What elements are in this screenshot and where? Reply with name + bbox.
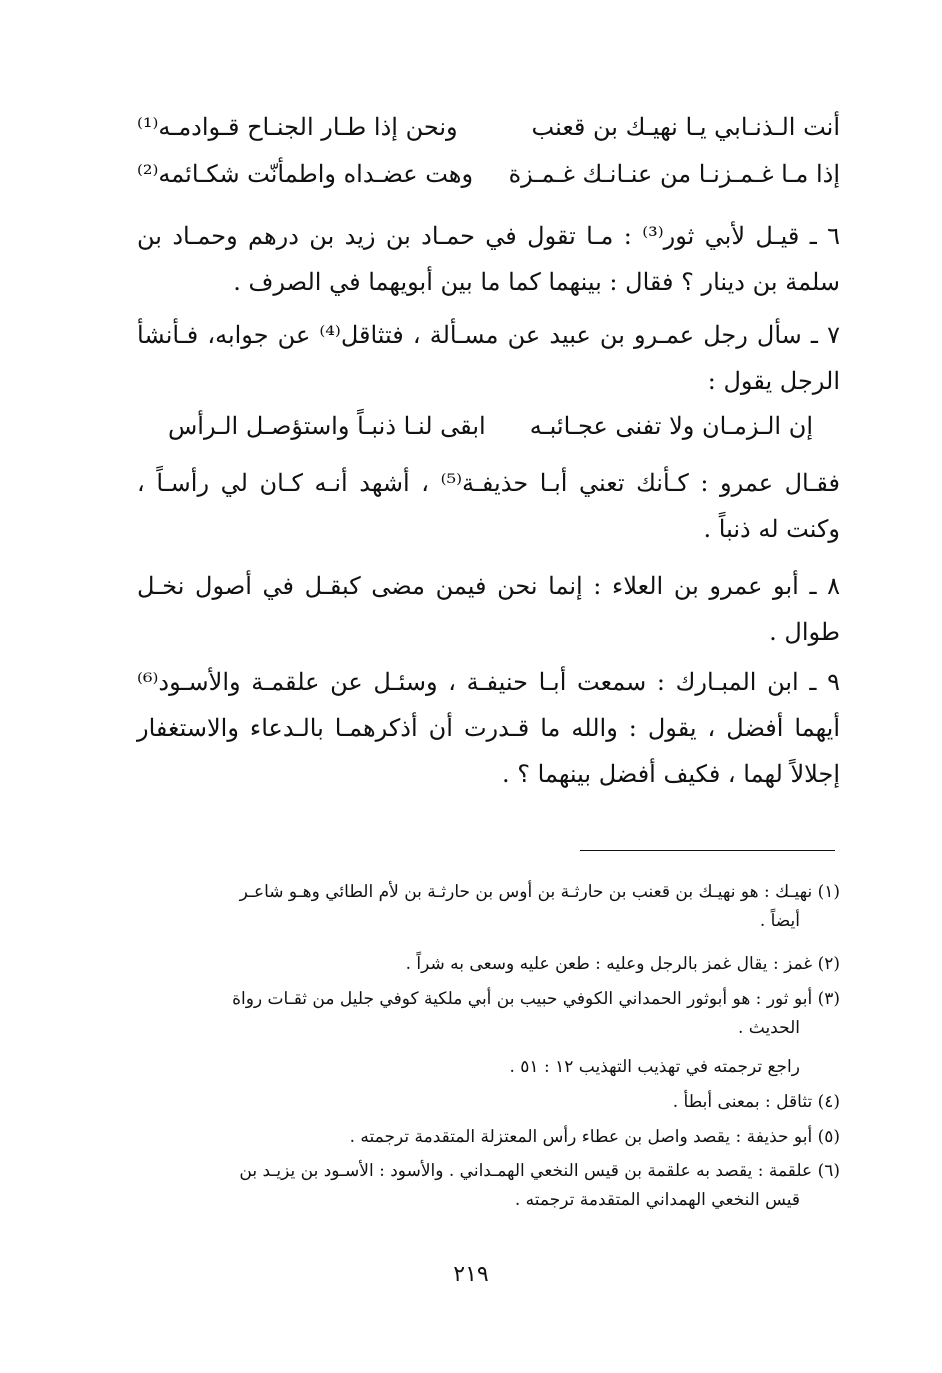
footnote-continuation: قيس النخعي الهمداني المتقدمة ترجمته .: [514, 1190, 800, 1210]
footnote-6: [137, 1157, 840, 1215]
verse-hemistich-right: أنت الـذنـابي يـا نهيـك بن قعنب: [531, 113, 840, 141]
verse-hemistich-left: ابقى لنـا ذنبـاً واستؤصـل الـرأس: [168, 412, 486, 440]
footnote-2: [137, 950, 840, 979]
verse-hemistich-right: إن الـزمـان ولا تفنى عجـائبـه: [529, 412, 813, 440]
verse-hemistich-left: ونحن إذا طـار الجنـاح قـوادمـه⁽¹⁾: [137, 113, 458, 141]
footnote-text: (٦) علقمة : يقصد به علقمة بن قيس النخعي الهمـداني . والأسود : الأسـود بن يزيـد بن: [239, 1161, 840, 1181]
footnote-text: (٥) أبو حذيفة : يقصد واصل بن عطاء رأس المعتزلة المتقدمة ترجمته .: [349, 1127, 840, 1147]
paragraph-8: ٨ ـ أبو عمرو بن العلاء : إنما نحن فيمن مضى كبقـل في أصول نخـل طوال .: [137, 572, 840, 646]
verse-line-2: [137, 160, 840, 188]
footnote-divider: [580, 850, 835, 851]
paragraph-6: ٦ ـ قيـل لأبي ثور⁽³⁾ : مـا تقول في حمـاد بن زيد بن درهم وحمـاد بن سلمة بن دينار ؟ فقال : بينهما كما ما بين أبويهما في الصرف .: [137, 222, 840, 296]
verse-line-1: [137, 113, 840, 141]
footnote-5: [137, 1123, 840, 1152]
footnote-continuation: الحديث .: [737, 1018, 800, 1038]
footnote-text: (٤) تثاقل : بمعنى أبطأ .: [672, 1092, 840, 1112]
footnote-4: [137, 1088, 840, 1117]
footnote-text: (١) نهيـك : هو نهيـك بن قعنب بن حارثـة بن أوس بن حارثـة بن لأم الطائي وهـو شاعـر: [239, 882, 840, 902]
footnote-3-reference: [137, 1053, 840, 1082]
footnote-text: (٣) أبو ثور : هو أبوثور الحمداني الكوفي حبيب بن أبي ملكية كوفي جليل من ثقـات رواة: [232, 989, 840, 1009]
footnote-continuation: راجع ترجمته في تهذيب التهذيب ١٢ : ٥١ .: [509, 1057, 800, 1077]
page-number: ٢١٩: [453, 1262, 489, 1287]
footnote-text: (٢) غمز : يقال غمز بالرجل وعليه : طعن عليه وسعى به شراً .: [405, 954, 840, 974]
paragraph-9: ٩ ـ ابن المبـارك : سمعت أبـا حنيفـة ، وسئـل عن علقمـة والأسـود⁽⁶⁾ أيهما أفضل ، يقول : والله ما قـدرت أن أذكرهمـا بالـدعاء والاستغفار إجلالاً لهما ، فكيف أفضل بينهما ؟ .: [137, 668, 840, 788]
paragraph-7: ٧ ـ سأل رجل عمـرو بن عبيد عن مسـألة ، فتثاقل⁽⁴⁾ عن جوابه، فـأنشأ الرجل يقول :: [137, 321, 840, 395]
paragraph-amr-answer: فقـال عمرو : كـأنك تعني أبـا حذيفـة⁽⁵⁾ ، أشهد أنـه كـان لي رأسـاً ، وكنت له ذنباً .: [137, 469, 840, 543]
footnote-3: [137, 985, 840, 1043]
verse-line-3: [168, 412, 813, 440]
verse-hemistich-right: إذا مـا غـمـزنـا من عنـانـك غـمـزة: [508, 160, 840, 188]
verse-hemistich-left: وهت عضـداه واطمأنّت شكـائمه⁽²⁾: [137, 160, 474, 188]
footnote-continuation: أيضاً .: [759, 911, 800, 931]
footnote-1: [137, 878, 840, 936]
